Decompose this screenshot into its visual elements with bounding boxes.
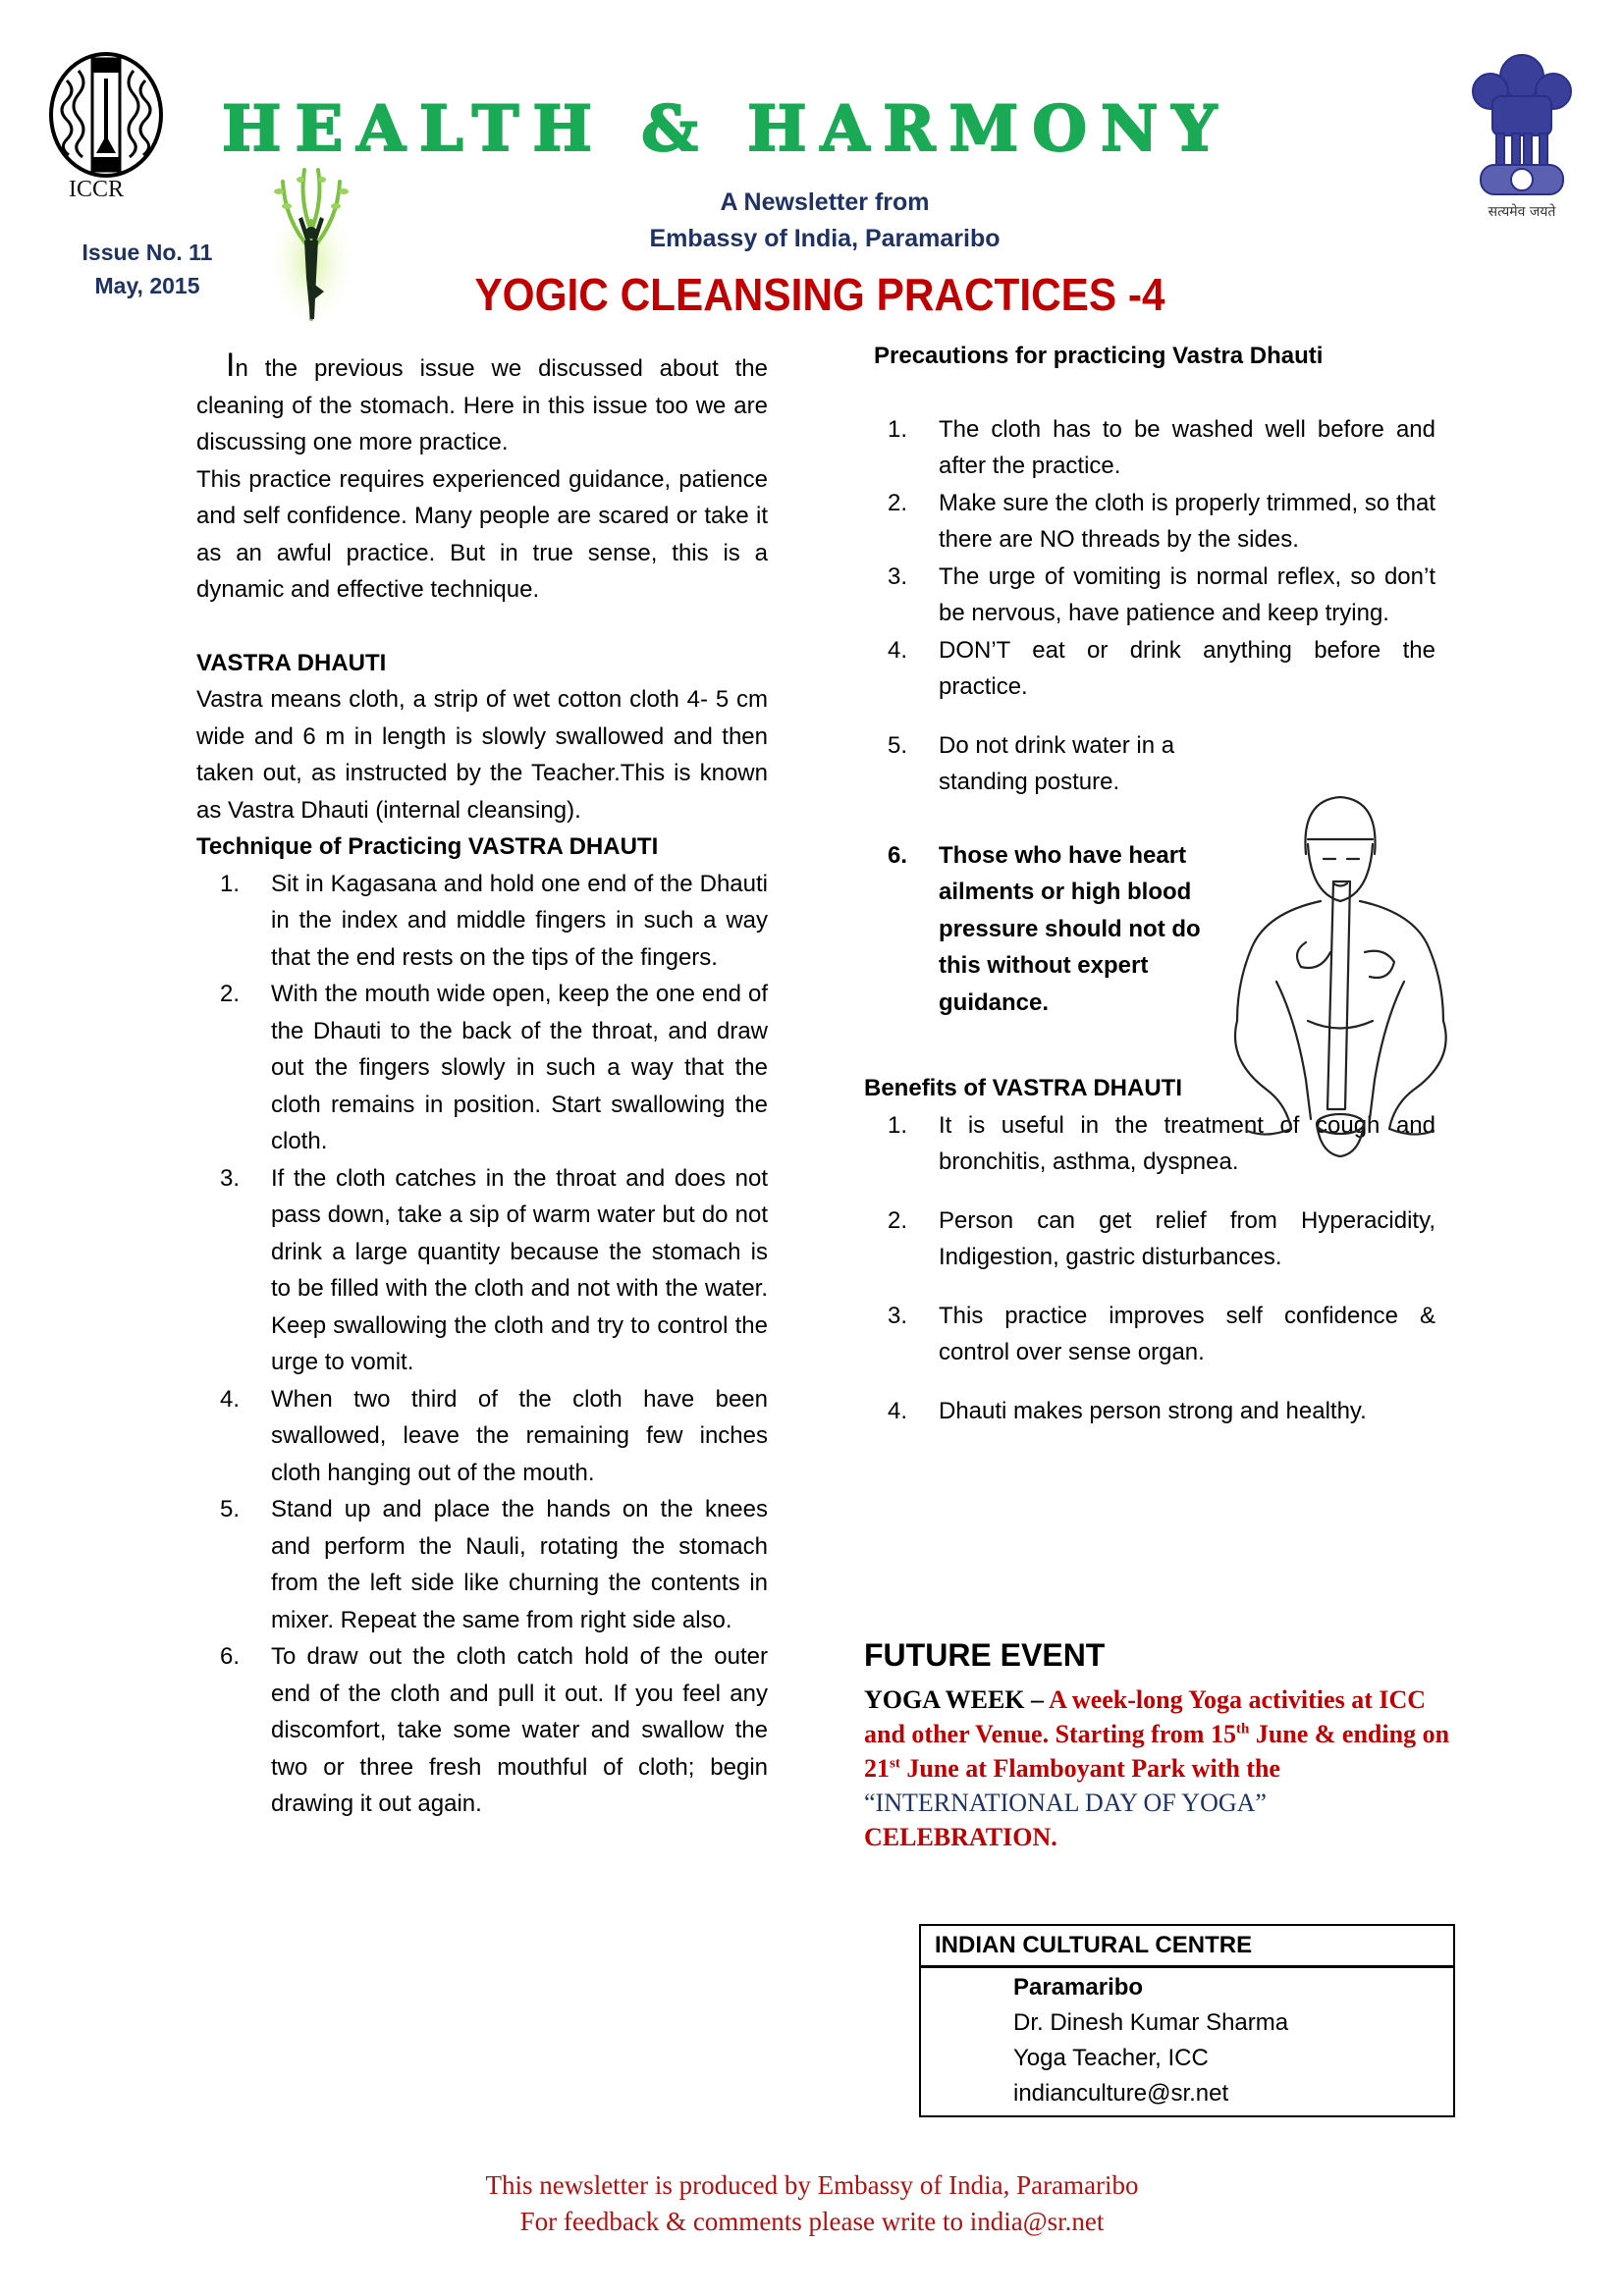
future-event-heading: FUTURE EVENT xyxy=(864,1637,1106,1673)
technique-step: 4. When two third of the cloth have been swallowed, leave the remaining few inches cloth hanging out of the mouth. xyxy=(220,1385,768,1486)
iccr-label: ICCR xyxy=(69,177,125,202)
emblem-motto: सत्यमेव जयते xyxy=(1488,204,1556,220)
newsletter-subtitle xyxy=(550,185,1100,257)
footer xyxy=(0,2167,1624,2240)
issue-info xyxy=(59,236,236,302)
subtitle-line-1: A Newsletter from xyxy=(720,188,930,216)
technique-step: 6. To draw out the cloth catch hold of the outer end of the cloth and pull it out. If you feel any discomfort, take some water and swallow the two or three fresh mouthful of cloth; begin drawing it out again. xyxy=(220,1643,768,1817)
footer-line-1: This newsletter is produced by Embassy of India, Paramaribo xyxy=(485,2170,1139,2200)
event-closing: CELEBRATION. xyxy=(864,1823,1057,1851)
technique-step: 2. With the mouth wide open, keep the one end of the Dhauti to the back of the throat, and draw out the fingers slowly in such a way that the cloth remains in position. Start swallowing the cloth. xyxy=(220,981,768,1154)
benefit-item: 1. It is useful in the treatment of cough and bronchitis, asthma, dyspnea. xyxy=(888,1111,1435,1175)
technique-steps xyxy=(196,866,768,1823)
benefit-item: 4. Dhauti makes person strong and healthy. xyxy=(888,1397,1367,1424)
icc-contact-role: Yoga Teacher, ICC xyxy=(1013,2045,1209,2071)
masthead-title: HEALTH & HARMONY xyxy=(222,92,1231,166)
future-event-details: YOGA WEEK – A week-long Yoga activities at ICC and other Venue. Starting from 15th June & ending on 21st June at Flamboyant Park with the “INTERNATIONAL DAY OF YOGA” CELEBRATION. xyxy=(864,1685,1450,1851)
issue-date: May, 2015 xyxy=(94,273,200,298)
icc-city: Paramaribo xyxy=(1013,1974,1144,2001)
technique-step: 1. Sit in Kagasana and hold one end of the Dhauti in the index and middle fingers in such a way that the end rests on the tips of the fingers. xyxy=(220,870,768,971)
precaution-item: 1. The cloth has to be washed well before and after the practice. xyxy=(888,415,1435,479)
footer-line-2: For feedback & comments please write to india@sr.net xyxy=(519,2207,1105,2236)
intro-paragraph-2: This practice requires experienced guidance, patience and self confidence. Many people are scared or take it as an awful practice. But in true sense, this is a dynamic and effective technique. xyxy=(196,465,768,603)
subtitle-line-2: Embassy of India, Paramaribo xyxy=(649,225,1001,252)
intro-paragraph-1: In the previous issue we discussed about the cleaning of the stomach. Here in this issue too we are discussing one more practice. xyxy=(196,347,768,455)
issue-number: Issue No. 11 xyxy=(81,240,213,265)
event-label: YOGA WEEK – xyxy=(864,1685,1050,1714)
icc-contact-name: Dr. Dinesh Kumar Sharma xyxy=(1013,2009,1289,2036)
precaution-item: 4. DON’T eat or drink anything before the practice. xyxy=(888,636,1435,700)
article-title: YOGIC CLEANSING PRACTICES -4 xyxy=(474,269,1165,320)
icc-email-link[interactable]: indianculture@sr.net xyxy=(1013,2080,1229,2107)
technique-step: 5. Stand up and place the hands on the knees and perform the Nauli, rotating the stomach from the left side like churning the contents in mixer. Repeat the same from right side also. xyxy=(220,1496,768,1633)
benefit-item: 2. Person can get relief from Hyperacidity, Indigestion, gastric disturbances. xyxy=(888,1206,1435,1270)
vastra-description: Vastra means cloth, a strip of wet cotton cloth 4- 5 cm wide and 6 m in length is slowly swallowed and then taken out, as instructed by the Teacher.This is known as Vastra Dhauti (internal cleansing). xyxy=(196,686,768,824)
benefits-heading: Benefits of VASTRA DHAUTI xyxy=(864,1075,1182,1101)
icc-heading: INDIAN CULTURAL CENTRE xyxy=(921,1926,1453,1968)
precaution-item: 3. The urge of vomiting is normal reflex, so don’t be nervous, have patience and keep trying. xyxy=(888,562,1435,626)
vastra-dhauti-illustration xyxy=(1198,785,1483,1168)
benefit-item: 3. This practice improves self confidence & control over sense organ. xyxy=(888,1302,1435,1365)
national-emblem-icon xyxy=(1463,47,1581,222)
precautions-heading: Precautions for practicing Vastra Dhauti xyxy=(874,343,1324,369)
iccr-logo xyxy=(47,51,165,179)
drop-cap: I xyxy=(226,347,236,384)
event-highlight: “INTERNATIONAL DAY OF YOGA” xyxy=(864,1789,1267,1817)
technique-heading: Technique of Practicing VASTRA DHAUTI xyxy=(196,833,659,860)
icc-contact-box xyxy=(919,1924,1455,2117)
vastra-heading: VASTRA DHAUTI xyxy=(196,649,387,676)
yoga-tree-icon xyxy=(265,162,358,329)
precaution-item: 5. Do not drink water in a standing posture. xyxy=(888,731,1175,795)
precaution-item-warning: 6. Those who have heart ailments or high blood pressure should not do this without expert guidance. xyxy=(888,841,1201,1016)
technique-step: 3. If the cloth catches in the throat and does not pass down, take a sip of warm water but do not drink a large quantity because the stomach is to be filled with the cloth and not with the water. Keep swallowing the cloth and try to control the urge to vomit. xyxy=(220,1164,768,1375)
left-column xyxy=(196,347,768,1823)
precaution-item: 2. Make sure the cloth is properly trimmed, so that there are NO threads by the sides. xyxy=(888,489,1435,553)
